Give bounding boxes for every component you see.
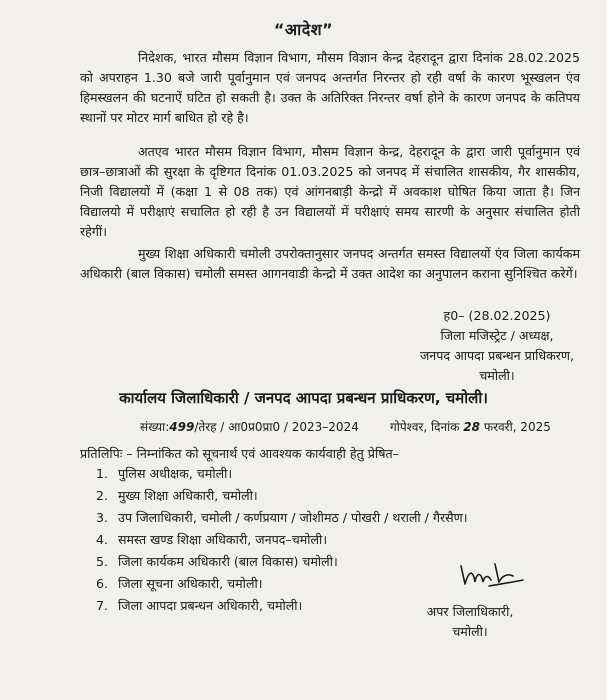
reference-number: 499 (169, 420, 195, 434)
recipient-list (96, 464, 468, 618)
closing-designation: अपर जिलाधिकारी, (426, 604, 514, 619)
reference-prefix: संख्या: (140, 420, 170, 434)
list-item: 7. जिला आपदा प्रबन्धन अधिकारी, चमोली। (96, 598, 303, 613)
order-paragraph-2: अतएव भारत मौसम विज्ञान विभाग, मौसम विज्ञान केन्द्र, देहरादून के द्वारा जारी पूर्वानुमान एवं छात्र–छात्राओं की सुरक्षा के दृष्टिगत दिनांक 01.03.2025 को जनपद में संचालित शासकीय, गैर शासकीय, निजी विद्यालयों में (कक्षा 1 से 08 तक) एवं आंगनबाड़ी केन्द्रो में अवकाश घोषित किया जाता है। जिन विद्यालयो में परीक्षाएं सचालित हो रही है उन विद्यालयों में परीक्षाएं समय सारणी के अनुसार संचालित होती रहेगीं। (80, 144, 580, 239)
reference-line (140, 418, 580, 436)
reference-date: गोपेश्वर, दिनांक 28 फरवरी, 2025 (390, 420, 551, 434)
signatory-designation: जिला मजिस्ट्रेट / अध्यक्ष, (440, 328, 554, 343)
closing-district: चमोली। (452, 624, 488, 639)
list-item: 3. उप जिलाधिकारी, चमोली / कर्णप्रयाग / जोशीमठ / पोखरी / थराली / गैरसैण। (96, 510, 468, 525)
order-paragraph-1: निदेशक, भारत मौसम विज्ञान विभाग, मौसम विज्ञान केन्द्र देहरादून द्वारा दिनांक 28.02.2025 को अपराहन 1.30 बजे जारी पूर्वानुमान एवं जनपद अन्तर्गत निरन्तर हो रही वर्षा के कारण भूस्खलन एंव हिमस्खलन की घटनाऐं घटित हो सकती है। उक्त के अतिरिक्त निरन्तर वर्षा होने के कारण जनपद के कतिपय स्थानों पर मोटर मार्ग बाधित हो रहे है। (80, 50, 580, 125)
order-paragraph-3: मुख्य शिक्षा अधिकारी चमोली उपरोक्तानुसार जनपद अन्तर्गत समस्त विद्यालयों एंव जिला कार्यकम अधिकारी (बाल विकास) चमोली समस्त आगनवाडी केन्द्रो में उक्त आदेश का अनुपालन कराना सुनिश्चित करेगें। (80, 246, 580, 281)
signed-date: ह0– (28.02.2025) (443, 308, 551, 323)
office-title: कार्यालय जिलाधिकारी / जनपद आपदा प्रबन्धन प्राधिकरण, चमोली। (119, 389, 488, 407)
signatory-authority: जनपद आपदा प्रबन्धन प्राधिकरण, (419, 348, 575, 363)
additional-dm-block (410, 602, 530, 642)
list-item: 2. मुख्य शिक्षा अधिकारी, चमोली। (96, 488, 258, 503)
list-item: 4. समस्त खण्ड शिक्षा अधिकारी, जनपद–चमोली। (96, 532, 328, 547)
list-item: 1. पुलिस अधीक्षक, चमोली। (96, 466, 233, 481)
copy-to-line: प्रतिलिपिः – निम्नांकित को सूचनार्थ एवं आवश्यक कार्यवाही हेतु प्रेषित– (80, 446, 399, 461)
magistrate-signature-block (392, 306, 602, 386)
signatory-district: चमोली। (479, 368, 515, 383)
reference-code: /तेरह / आ0प्र0प्रा0 / 2023–2024 (194, 420, 359, 434)
order-heading: “आदेश” (273, 20, 334, 39)
list-item: 5. जिला कार्यकम अधिकारी (बाल विकास) चमोली। (96, 554, 338, 569)
list-item: 6. जिला सूचना अधिकारी, चमोली। (96, 576, 263, 591)
handwritten-signature (455, 560, 525, 596)
